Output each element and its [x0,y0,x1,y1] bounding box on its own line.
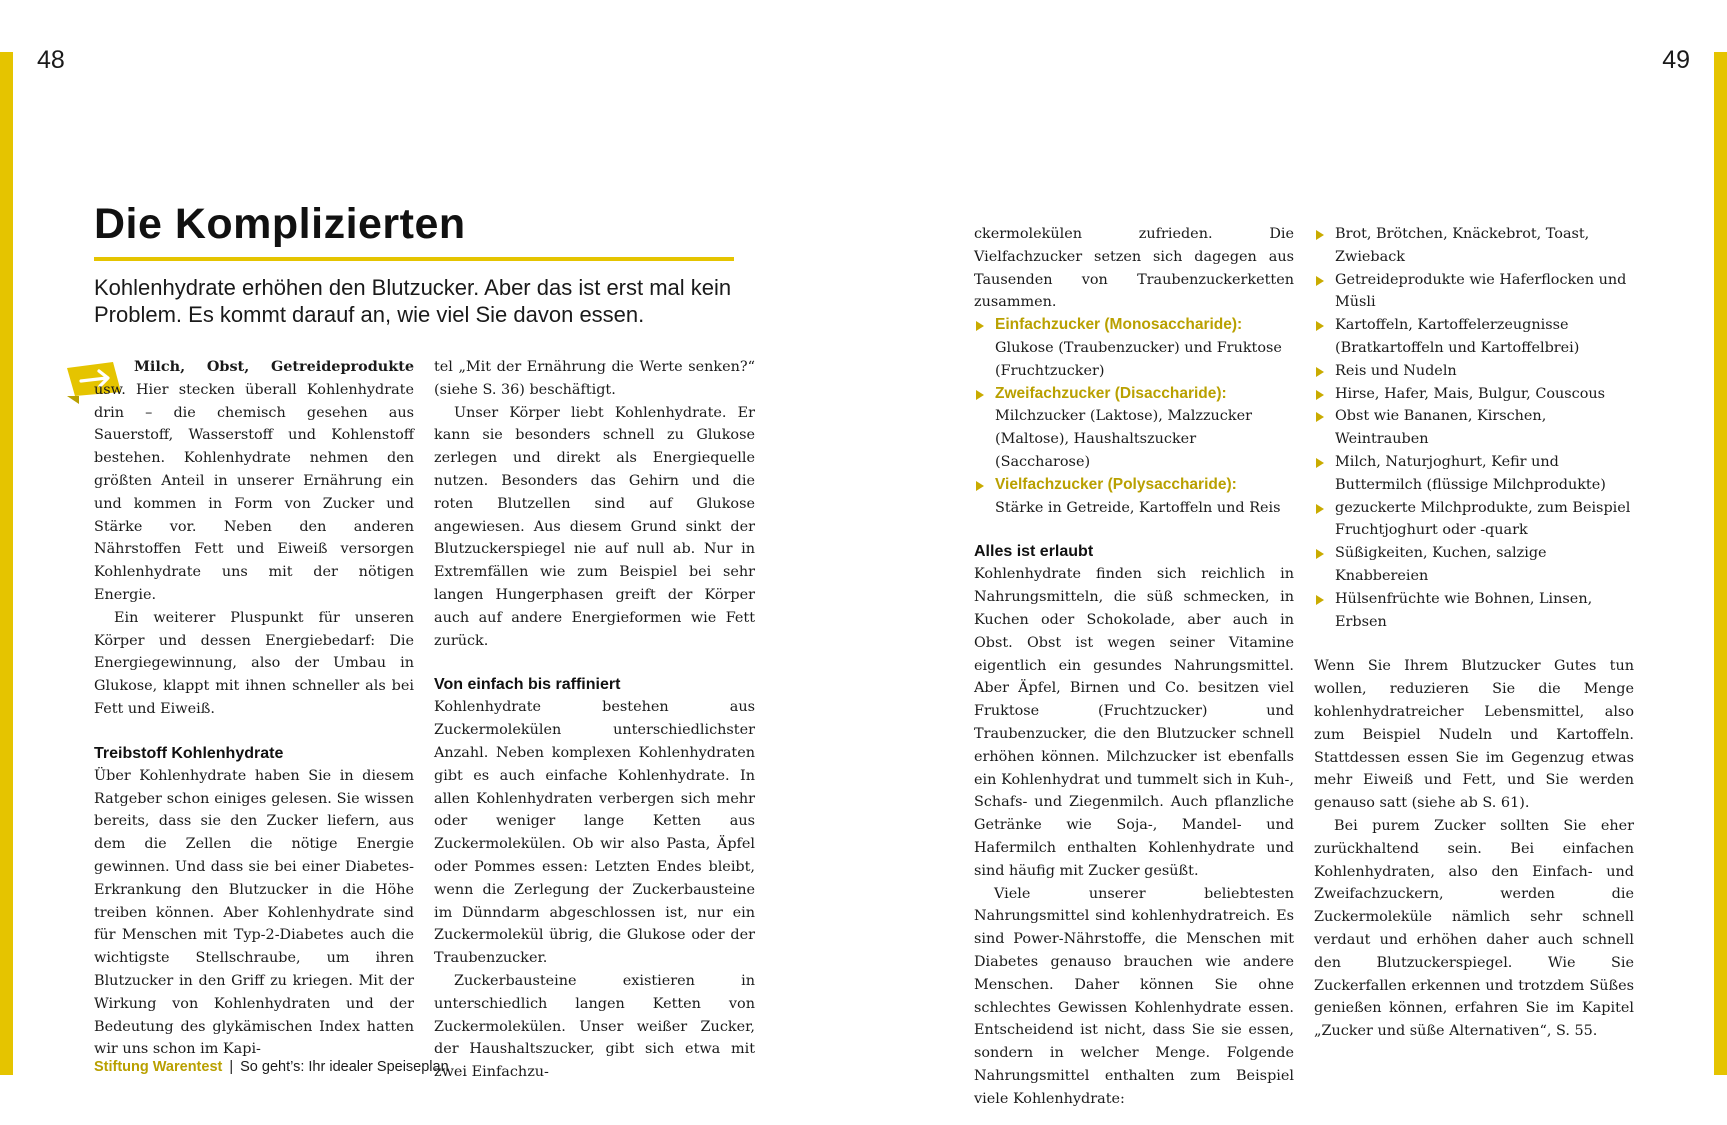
paragraph: Kohlenhydrate finden sich reichlich in Nahrungsmitteln, die süß schmecken, in Kuchen oder Schokolade, aber auch in Obst. Obst ist wegen seiner Vitamine eigentlich ein gesundes Nahrungsmittel. Aber Äpfel, Birnen und Co. besitzen viel Fruktose (Fruchtzucker) und Traubenzucker, die den Blutzucker schnell erhöhen können. Milchzucker ist ebenfalls ein Kohlenhydrat und tummelt sich in Kuh-, Schafs- und Ziegenmilch. Auch pflanzliche Getränke wie Soja-, Mandel- und Hafermilch enthalten Kohlenhydrate und sind häufig mit Zucker gesüßt. [974,566,1294,879]
text-column-1 [94,356,414,1061]
footer-brand: Stiftung Warentest [94,1059,223,1075]
paragraph: Unser Körper liebt Kohlenhydrate. Er kann sie besonders schnell zu Glukose zerlegen und direkt als Energiequelle nutzen. Besonders das Gehirn und die roten Blutzellen sind auf Glukose angewiesen. Aus diesem Grund sinkt der Blutzuckerspiegel nie auf null ab. Nur in Extremfällen wie zum Beispiel bei sehr langen Hungerphasen greift der Körper auch auf andere Energieformen wie Fett zurück. [434,404,755,649]
list-item [974,314,1294,382]
paragraph: Kohlenhydrate bestehen aus Zuckermolekülen unterschiedlichster Anzahl. Neben komplexen Kohlenhydraten gibt es auch einfache Kohlenhydrate. In allen Kohlenhydraten verbergen sich mehr oder weniger lange Ketten aus Zuckermolekülen. Ob wir also Pasta, Äpfel oder Pommes essen: Letzten Endes bleibt, wenn die Zerlegung der Zuckerbausteine im Dünndarm abgeschlossen ist, nur ein Zuckermolekül übrig, die Glukose oder der Traubenzucker. [434,699,755,967]
paragraph: Bei purem Zucker sollten Sie eher zurückhaltend sein. Bei einfachen Kohlenhydraten, also den Einfach- und Zweifachzuckern, werden die Zuckermoleküle nämlich sehr schnell verdaut und erhöhen daher auch schnell den Blutzuckerspiegel. Wie Sie Zuckerfallen erkennen und trotzdem Süßes genießen können, erfahren Sie im Kapitel „Zucker und süße Alternativen“, S. 55. [1314,817,1634,1040]
list-item: Reis und Nudeln [1314,360,1634,383]
list-item: Süßigkeiten, Kuchen, salzige Knabbereien [1314,542,1634,588]
page-title: Die Komplizierten [94,200,466,248]
footer-title: So geht’s: Ihr idealer Speiseplan [240,1059,449,1075]
list-item: Milch, Naturjoghurt, Kefir und Buttermilch (flüssige Milchprodukte) [1314,451,1634,497]
sugar-type-title: Zweifachzucker (Disaccharide): [995,384,1227,402]
list-item: Brot, Brötchen, Knäckebrot, Toast, Zwieback [1314,223,1634,269]
text-column-2 [434,356,755,1084]
running-footer [94,1059,449,1075]
sugar-type-desc: Glukose (Traubenzucker) und Fruktose (Fruchtzucker) [995,339,1282,379]
list-item [974,474,1294,520]
subheading-treibstoff: Treibstoff Kohlenhydrate [94,744,284,762]
sugar-type-title: Einfachzucker (Monosaccharide): [995,316,1243,334]
title-underline [94,257,734,261]
list-item [974,383,1294,474]
list-item: Hülsenfrüchte wie Bohnen, Linsen, Erbsen [1314,588,1634,634]
page-edge-right [1714,52,1727,1075]
footer-separator: | [229,1059,234,1075]
paragraph: Ein weiterer Pluspunkt für unseren Körper und dessen Energiebedarf: Die Energiegewinnung, also der Umbau in Glukose, klappt mit ihnen schneller als bei Fett und Eiweiß. [94,609,414,717]
page-number-left: 48 [37,46,65,74]
paragraph: Zuckerbausteine existieren in unterschiedlich langen Ketten von Zuckermolekülen. Unser weißer Zucker, der Haushaltszucker, gibt sich etwa mit zwei Einfachzu- [434,972,755,1081]
sugar-type-desc: Stärke in Getreide, Kartoffeln und Reis [995,499,1281,516]
paragraph: tel „Mit der Ernährung die Werte senken?“ (siehe S. 36) beschäftigt. [434,359,755,398]
lead-text: Kohlenhydrate erhöhen den Blutzucker. Aber das ist erst mal kein Problem. Es kommt darauf an, wie viel Sie davon essen. [94,275,732,327]
list-item: Obst wie Bananen, Kirschen, Weintrauben [1314,405,1634,451]
carb-foods-list [1314,223,1634,633]
sugar-types-list [974,314,1294,519]
paragraph: ckermolekülen zufrieden. Die Vielfachzucker setzen sich dagegen aus Tausenden von Traubenzuckerketten zusammen. [974,226,1294,311]
subheading-alles-erlaubt: Alles ist erlaubt [974,543,1094,561]
list-item: Getreideprodukte wie Haferflocken und Müsli [1314,269,1634,315]
page-number-right: 49 [1662,46,1690,74]
paragraph: Über Kohlenhydrate haben Sie in diesem Ratgeber schon einiges gelesen. Sie wissen bereits, dass sie den Zucker liefern, aus dem die Zellen die nötige Energie gewinnen. Und dass sie bei einer Diabetes-Erkrankung den Blutzucker in die Höhe treiben können. Aber Kohlenhydrate sind für Menschen mit Typ-2-Diabetes auch die wichtigste Stellschraube, um ihren Blutzucker in den Griff zu kriegen. Mit der Wirkung von Kohlenhydraten und der Bedeutung des glykämischen Index hatten wir uns schon im Kapi- [94,767,414,1058]
text-column-4 [1314,223,1634,1043]
page-edge-left [0,52,13,1075]
list-item: Kartoffeln, Kartoffelerzeugnisse (Bratkartoffeln und Kartoffelbrei) [1314,314,1634,360]
intro-text: usw. Hier stecken überall Kohlenhydrate drin – die chemisch gesehen aus Sauerstoff, Wasserstoff und Kohlenstoff bestehen. Kohlenhydrate nehmen den größten Anteil in unserer Ernährung ein und kommen in Form von Zucker und Stärke vor. Neben den anderen Nährstoffen Fett und Eiweiß versorgen Kohlenhydrate uns mit der nötigen Energie. [94,381,414,603]
list-item: gezuckerte Milchprodukte, zum Beispiel Fruchtjoghurt oder -quark [1314,497,1634,543]
intro-paragraph [94,356,414,607]
sugar-type-title: Vielfachzucker (Polysaccharide): [995,475,1237,493]
paragraph: Wenn Sie Ihrem Blutzucker Gutes tun wollen, reduzieren Sie die Menge kohlenhydratreicher Lebensmittel, also zum Beispiel Nudeln und Kartoffeln. Stattdessen essen Sie im Gegenzug etwas mehr Eiweiß und Fett, und Sie werden genauso satt (siehe ab S. 61). [1314,658,1634,812]
intro-bold: Milch, Obst, Getreideprodukte [134,358,414,375]
list-item: Hirse, Hafer, Mais, Bulgur, Couscous [1314,383,1634,406]
sugar-type-desc: Milchzucker (Laktose), Malzzucker (Maltose), Haushaltszucker (Saccharose) [995,408,1252,470]
text-column-3 [974,223,1294,1110]
paragraph: Viele unserer beliebtesten Nahrungsmittel sind kohlenhydratreich. Es sind Power-Nährstoffe, die Menschen mit Diabetes genauso brauchen wie andere Menschen. Daher können Sie ohne schlechtes Gewissen Kohlenhydrate essen. Entscheidend ist nicht, dass Sie sie essen, sondern in welcher Menge. Folgende Nahrungsmittel enthalten zum Beispiel viele Kohlenhydrate: [974,885,1294,1107]
subheading-von-einfach: Von einfach bis raffiniert [434,676,621,694]
